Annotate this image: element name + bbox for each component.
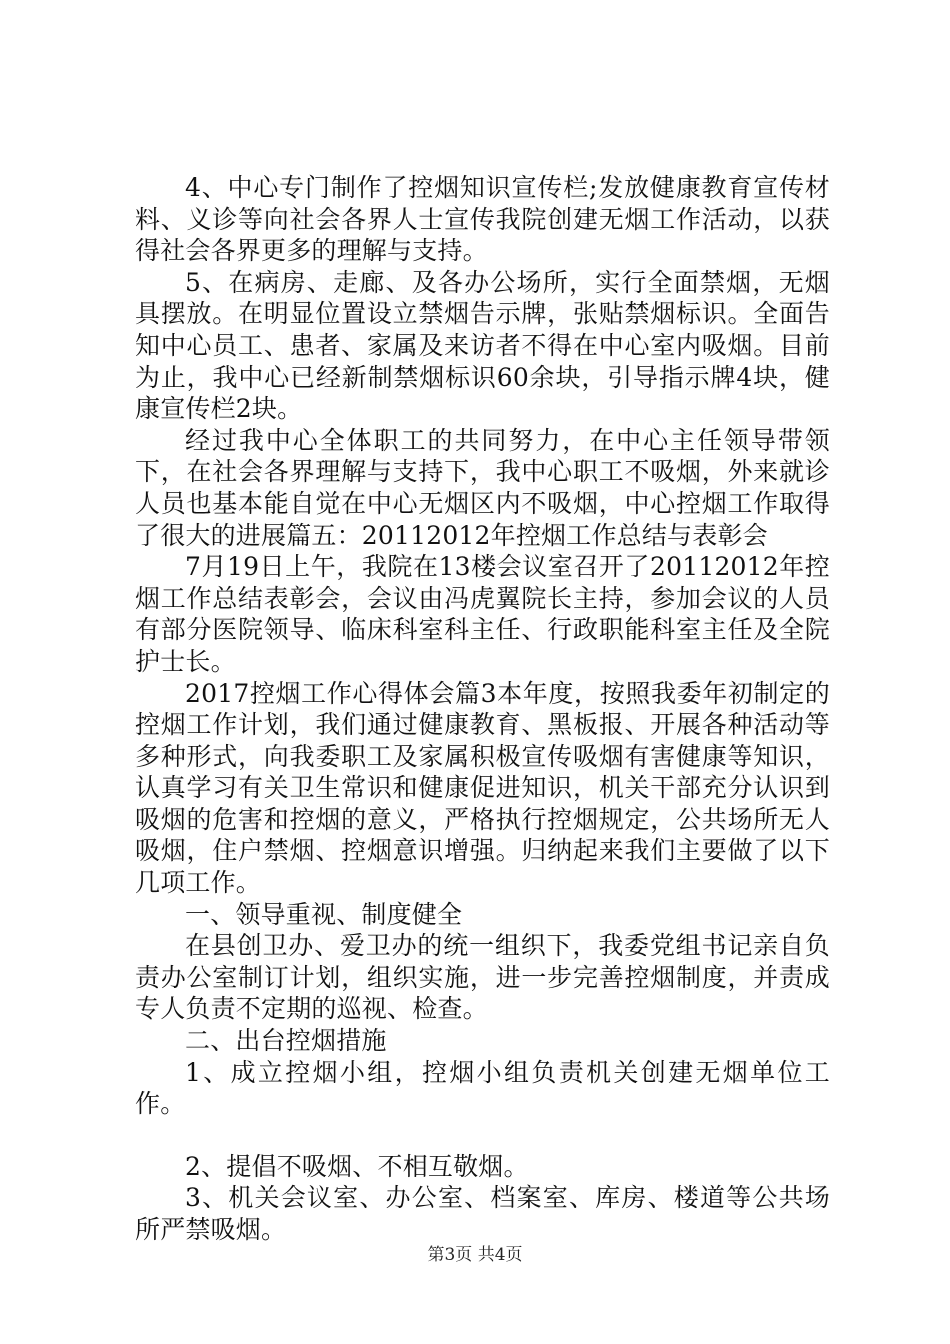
page-footer: 第3页 共4页 [427,1245,523,1265]
paragraph-leadership: 在县创卫办、爱卫办的统一组织下，我委党组书记亲自负责办公室制订计划，组织实施，进一步完善控烟制度，并责成专人负责不定期的巡视、检查。 [135,931,830,1024]
measure-item-3: 3、机关会议室、办公室、档案室、库房、楼道等公共场所严禁吸烟。 [135,1183,830,1244]
section-heading-measures: 二、出台控烟措施 [185,1026,387,1056]
measure-item-2: 2、提倡不吸烟、不相互敬烟。 [185,1151,529,1181]
paragraph-meeting: 7月19日上午，我院在13楼会议室召开了20112012年控烟工作总结表彰会，会议由冯虎翼院长主持，参加会议的人员有部分医院领导、临床科室科主任、行政职能科室主任及全院护士长。 [135,552,830,676]
document-body [135,172,830,1246]
paragraph-annual-report: 2017控烟工作心得体会篇3本年度，按照我委年初制定的控烟工作计划，我们通过健康教育、黑板报、开展各种活动等多种形式，向我委职工及家属积极宣传吸烟有害健康等知识，认真学习有关卫生常识和健康促进知识，机关干部充分认识到吸烟的危害和控烟的意义，严格执行控烟规定，公共场所无人吸烟，住户禁烟、控烟意识增强。归纳起来我们主要做了以下几项工作。 [135,678,830,898]
paragraph-summary: 经过我中心全体职工的共同努力，在中心主任领导带领下，在社会各界理解与支持下，我中心职工不吸烟，外来就诊人员也基本能自觉在中心无烟区内不吸烟，中心控烟工作取得了很大的进展篇五：20112012年控烟工作总结与表彰会 [135,425,830,550]
measure-item-1: 1、成立控烟小组，控烟小组负责机关创建无烟单位工作。 [135,1057,830,1119]
paragraph-item-5: 5、在病房、走廊、及各办公场所，实行全面禁烟，无烟具摆放。在明显位置设立禁烟告示牌，张贴禁烟标识。全面告知中心员工、患者、家属及来访者不得在中心室内吸烟。目前为止，我中心已经新制禁烟标识60余块，引导指示牌4块，健康宣传栏2块。 [135,267,830,424]
section-heading-leadership: 一、领导重视、制度健全 [185,899,463,929]
paragraph-item-4: 4、中心专门制作了控烟知识宣传栏;发放健康教育宣传材料、义诊等向社会各界人士宣传我院创建无烟工作活动，以获得社会各界更多的理解与支持。 [135,173,830,266]
